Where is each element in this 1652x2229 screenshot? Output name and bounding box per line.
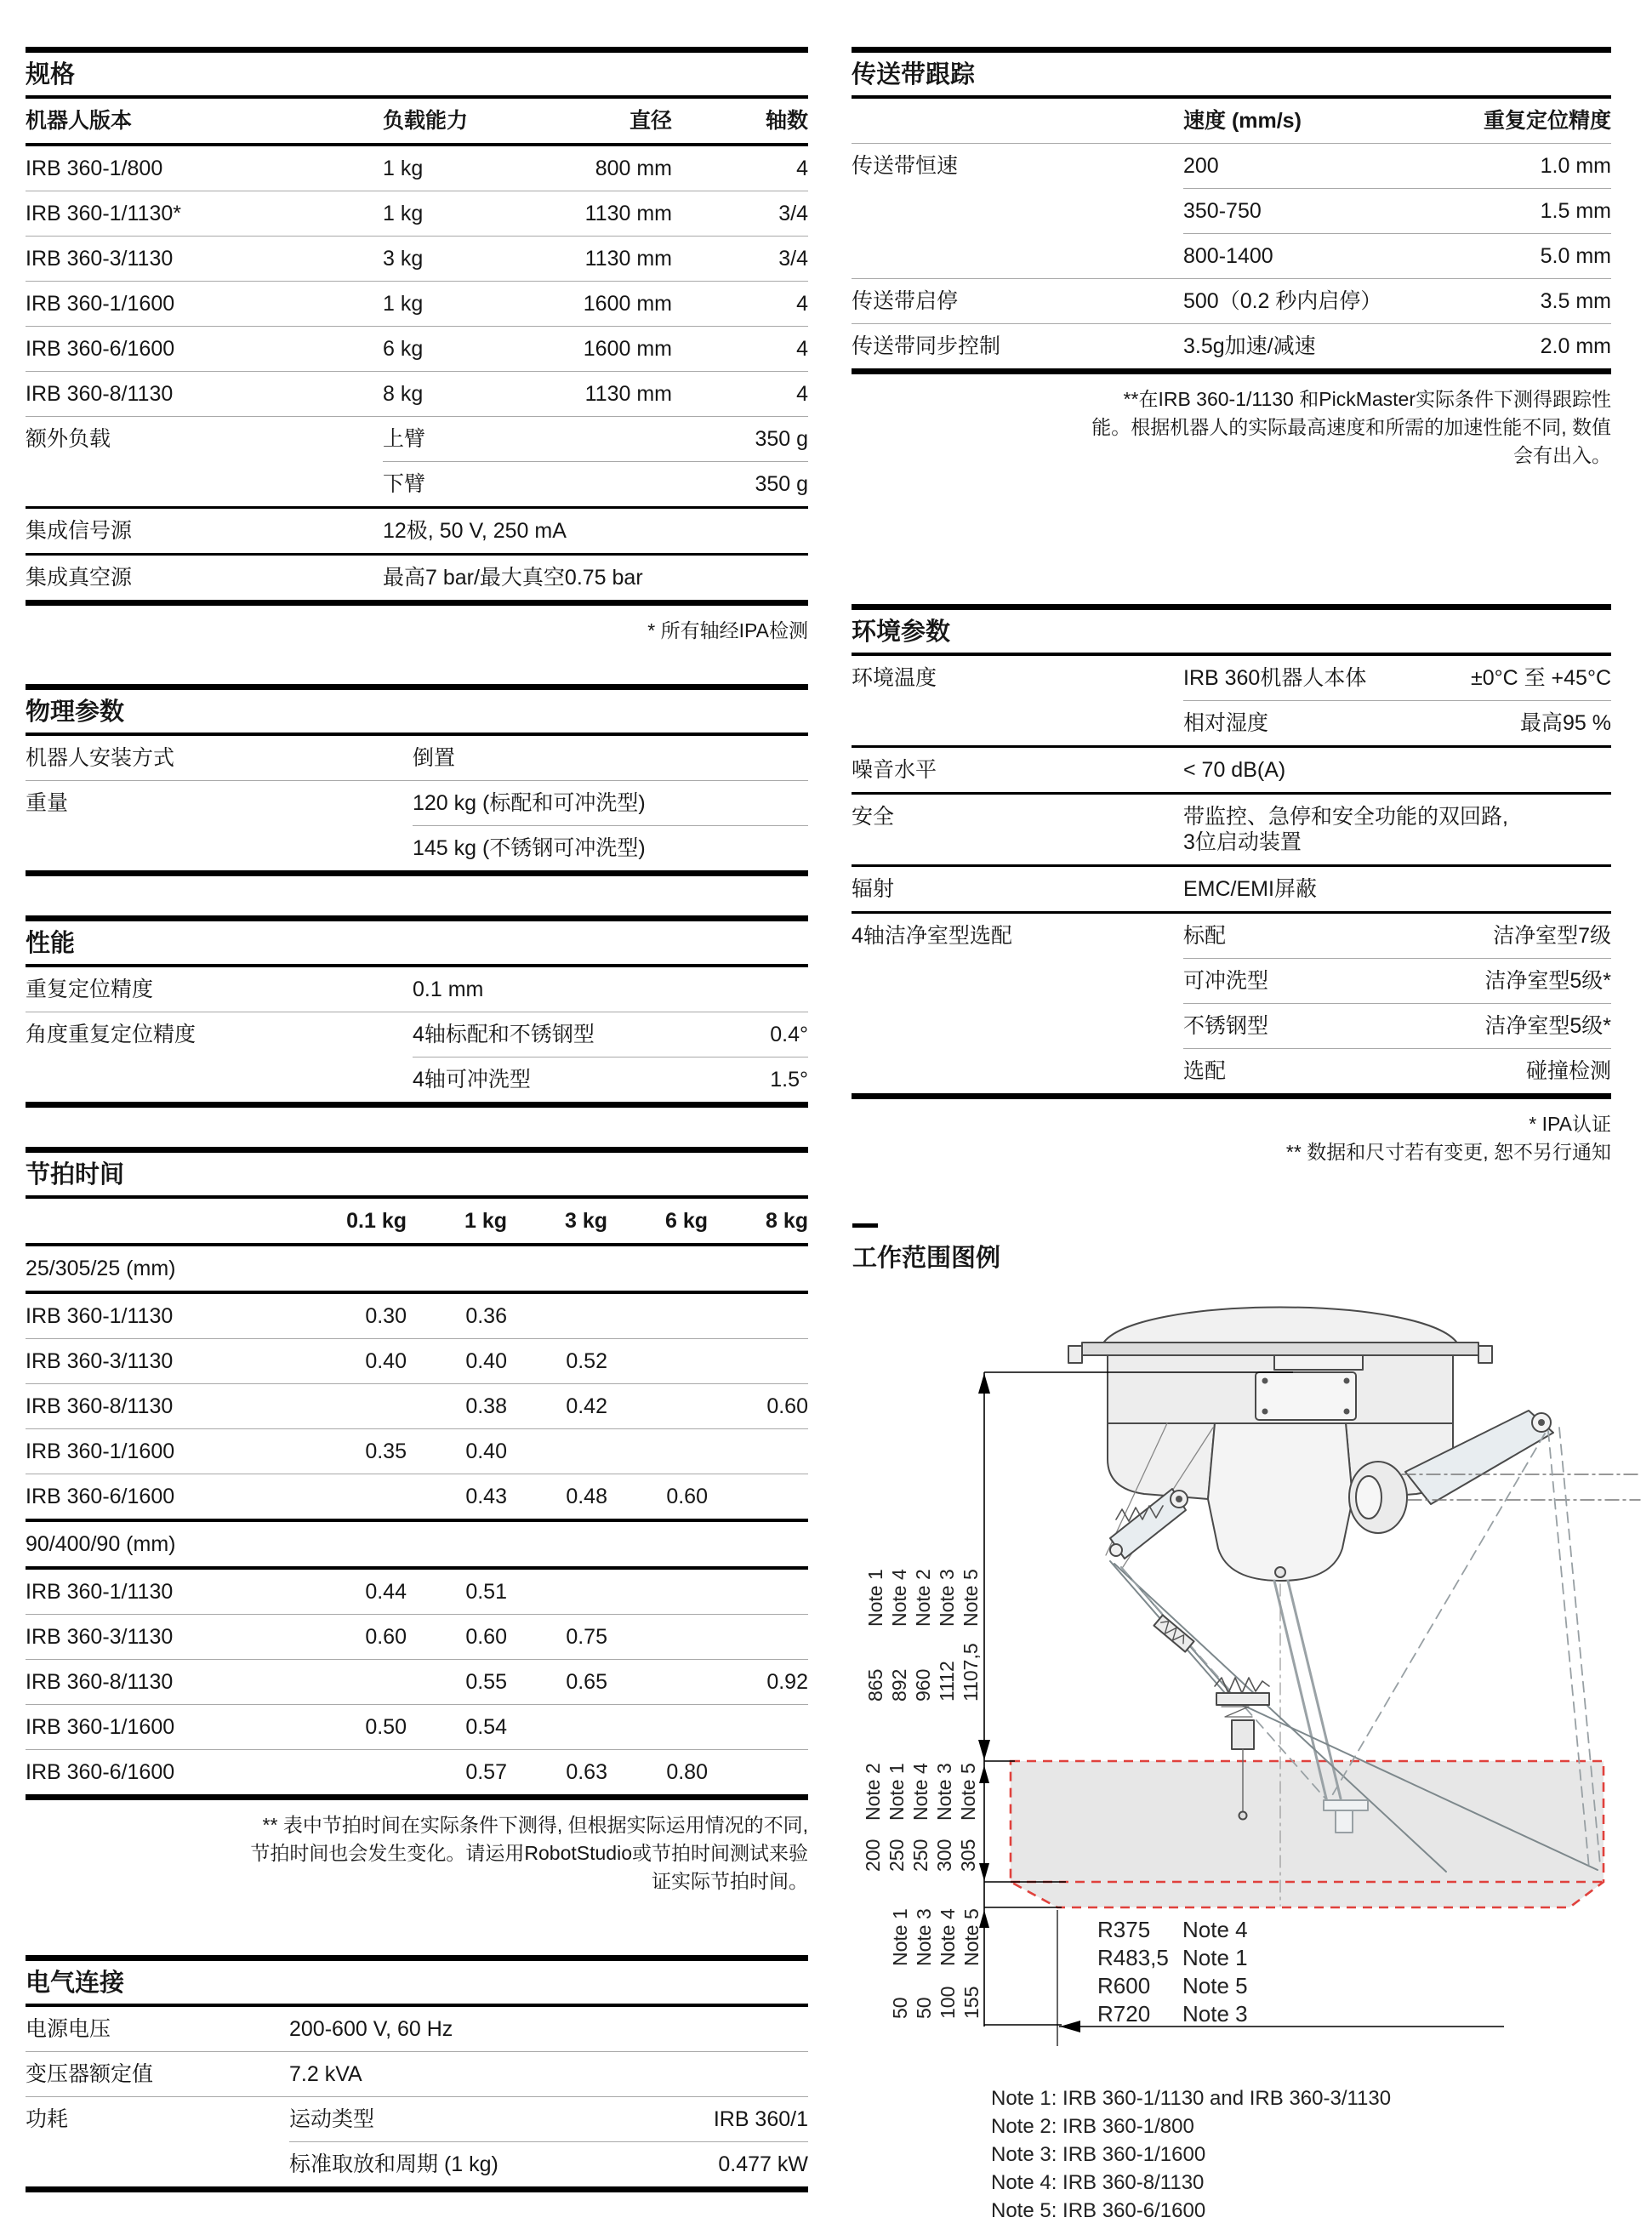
section-bottom-rule [26,2186,808,2192]
table-row [26,1474,808,1519]
cell: IRB 360-8/1130 [26,1670,174,1694]
cell: 0.80 [666,1760,708,1784]
cell: 1.5° [770,1068,808,1092]
work-envelope [1011,1761,1604,1907]
table-group-row [26,416,808,506]
cell: IRB 360-1/1130 [26,1304,174,1328]
table-row [26,326,808,371]
column-header: 直径 [629,109,672,133]
cell: 1600 mm [583,337,672,361]
footnote-line: 能。根据机器人的实际最高速度和所需的加速性能不同, 数值 [1091,416,1611,438]
lower-dimension-label: 50 Note 1 [889,1908,911,2019]
cell: 0.55 [465,1670,507,1694]
table-row [26,967,808,1012]
cell: 标配 [1183,924,1227,948]
cell: 下臂 [383,472,426,496]
cell: 0.60 [465,1625,507,1649]
section-performance [26,915,808,1108]
sub-rows [413,1012,808,1102]
cell: 4 [796,382,808,406]
section-top-rule [26,1955,808,1961]
section-top-rule [26,47,808,53]
section-title: 节拍时间 [26,1161,125,1189]
section-title: 物理参数 [26,698,125,726]
row-label: 传送带同步控制 [852,334,1001,358]
sub-row [1183,1003,1611,1048]
lower-dimension-label: 100 Note 4 [937,1908,959,2019]
cell: 0.54 [465,1715,507,1739]
cell: 0.40 [465,1349,507,1373]
cell: IRB 360/1 [713,2107,808,2131]
cell: 最高95 % [1520,711,1611,735]
cell: 标准取放和周期 (1 kg) [289,2152,498,2176]
diagram-title: 工作范围图例 [852,1245,1001,1272]
column-header: 6 kg [664,1209,708,1233]
table-group-row [852,656,1611,745]
height-dimension-label: 892 Note 4 [888,1569,910,1702]
cell: IRB 360-1/1130 [26,1580,174,1604]
row-label: 角度重复定位精度 [26,1023,197,1046]
cell: 350 g [755,427,808,451]
cell: 500（0.2 秒内启停） [1183,289,1382,313]
row-label: 额外负载 [26,427,111,451]
cell: 0.75 [566,1625,607,1649]
note-line: Note 4: IRB 360-8/1130 [991,2171,1205,2194]
footnote-line: ** 表中节拍时间在实际条件下测得, 但根据实际运用情况的不同, [262,1814,808,1836]
height-dimension-label: 865 Note 1 [864,1569,886,1702]
row-label: 安全 [852,805,895,829]
row-label: 重复定位精度 [26,978,154,1001]
cell: 0.60 [365,1625,407,1649]
table-row [26,553,808,600]
cell: 3 kg [383,247,424,271]
section-title: 电气连接 [26,1970,125,1997]
left-column [26,0,808,2192]
sub-rows [383,417,808,506]
sub-row [1183,914,1611,958]
cell: 运动类型 [289,2107,375,2131]
table-row [852,864,1611,911]
row-label: 功耗 [26,2107,69,2131]
group-label: 25/305/25 (mm) [26,1257,176,1280]
cell: 2.0 mm [1540,334,1611,358]
cell: IRB 360-1/1600 [26,1439,175,1463]
table-row [26,236,808,281]
section-bottom-rule [26,1102,808,1108]
cell: 1.0 mm [1540,154,1611,178]
section-bottom-rule [26,870,808,876]
row-label: 4轴洁净室型选配 [852,924,1012,948]
cell: 8 kg [383,382,424,406]
footnote: * 所有轴经IPA检测 [647,619,808,641]
cell: 5.0 mm [1540,244,1611,268]
cell: 碰撞检测 [1525,1059,1611,1083]
right-column [852,0,1611,1166]
table-header-row [852,99,1611,143]
cell: 0.36 [465,1304,507,1328]
table-row [26,1749,808,1794]
cell: IRB 360-1/1600 [26,292,175,316]
cell: 200-600 V, 60 Hz [289,2017,453,2041]
row-label: 机器人安装方式 [26,746,175,770]
cell: IRB 360-6/1600 [26,337,175,361]
sub-row [413,781,808,825]
table-group-row [852,911,1611,1093]
cells [1183,333,1611,359]
sub-row [383,417,808,461]
sub-row [289,2097,808,2141]
cell: 洁净室型5级* [1484,1014,1611,1038]
section-environment [852,604,1611,1099]
footnote-line: 节拍时间也会发生变化。请运用RobotStudio或节拍时间测试来验 [250,1842,808,1864]
cell: 120 kg (标配和可冲洗型) [413,791,646,815]
cell: 0.40 [365,1349,407,1373]
cell: 1130 mm [584,202,672,225]
footnote-line: **在IRB 360-1/1130 和PickMaster实际条件下测得跟踪性 [1123,388,1611,410]
cell: 350 g [755,472,808,496]
cell: IRB 360机器人本体 [1183,666,1367,690]
section-specifications [26,47,808,606]
sub-row [1183,144,1611,188]
table-row [26,2007,808,2051]
cell: 0.43 [465,1485,507,1508]
section-top-rule [852,604,1611,610]
cells [1183,288,1611,314]
depth-dimension-label: 250 Note 4 [909,1763,931,1872]
cell: 0.52 [566,1349,607,1373]
cell: 0.4° [770,1023,808,1046]
cell: IRB 360-1/800 [26,157,163,180]
table-group-row [852,143,1611,278]
cell: EMC/EMI屏蔽 [1183,877,1317,901]
row-label: 环境温度 [852,666,937,690]
row-label: 电源电压 [26,2017,111,2041]
depth-dimension-label: 250 Note 1 [886,1763,908,1872]
section-top-rule [852,47,1611,53]
cell: 0.92 [766,1670,808,1694]
section-title: 传送带跟踪 [852,61,976,88]
cell: 洁净室型5级* [1484,969,1611,993]
section-bottom-rule [26,600,808,606]
footnote [852,374,1611,470]
sub-row [1183,700,1611,745]
cell: 选配 [1183,1059,1227,1083]
footnote-line: ** 数据和尺寸若有变更, 恕不另行通知 [1285,1141,1611,1163]
note-line: Note 5: IRB 360-6/1600 [991,2199,1206,2222]
group-header [26,1246,808,1291]
depth-dimension-label: 305 Note 5 [957,1763,979,1872]
cell: 不锈钢型 [1183,1014,1269,1038]
section-title: 环境参数 [852,619,951,646]
sub-row [1183,958,1611,1003]
cell: 0.30 [365,1304,407,1328]
radius-label: R600 Note 5 [1097,1973,1248,1998]
section-cycle-time [26,1147,808,1800]
lower-dimension-label: 50 Note 3 [913,1908,935,2019]
footnote-line: 会有出入。 [1513,444,1611,466]
robot-drawing [851,1217,1652,2229]
sub-row [1183,188,1611,233]
cell: 1 kg [383,202,424,225]
cell: 倒置 [413,746,456,770]
cell: 1 kg [383,157,424,180]
row-label: 重量 [26,791,69,815]
section-electrical [26,1955,808,2192]
sub-rows [1183,656,1611,745]
cell: 12极, 50 V, 250 mA [383,519,567,543]
sub-row [289,2141,808,2186]
column-header: 1 kg [464,1209,507,1233]
cell: IRB 360-1/1130* [26,202,181,225]
section-top-rule [26,1147,808,1153]
dimension-arrows [978,1373,1080,2032]
height-dimension-label: 1107,5 Note 5 [960,1569,982,1702]
cell: 1130 mm [584,382,672,406]
section-conveyor-tracking [852,47,1611,374]
cell: 3.5g加速/减速 [1183,334,1316,358]
cell: 4 [796,337,808,361]
lower-dimension-label: 155 Note 5 [960,1908,983,2019]
sub-row [1183,1048,1611,1093]
cell: 4轴标配和不锈钢型 [413,1023,595,1046]
sub-rows [1183,914,1611,1093]
section-bottom-rule [852,368,1611,374]
section-bottom-rule [852,1093,1611,1099]
cell: 0.48 [566,1485,607,1508]
table-row [26,371,808,416]
cell: IRB 360-8/1130 [26,1394,174,1418]
cell: 可冲洗型 [1183,969,1269,993]
sub-row [413,825,808,870]
table-header-row [26,1199,808,1243]
row-label: 集成信号源 [26,519,133,543]
table-row [852,278,1611,323]
sub-row [1183,233,1611,278]
cell: 350-750 [1183,199,1262,223]
cell: 200 [1183,154,1219,178]
cell: 4 [796,292,808,316]
table-row [26,1294,808,1338]
cell: IRB 360-6/1600 [26,1485,175,1508]
cell: 0.57 [465,1760,507,1784]
cell: ±0°C 至 +45°C [1470,666,1611,690]
footnote [852,1099,1611,1166]
cell: 0.50 [365,1715,407,1739]
row-label: 集成真空源 [26,566,133,590]
column-header: 重复定位精度 [1483,109,1611,133]
cell: 800 mm [595,157,672,180]
footnote [26,1800,808,1896]
cell [1183,804,1611,855]
height-dimension-label: 1112 Note 3 [936,1569,958,1702]
table-group-row [26,780,808,870]
column-header: 3 kg [564,1209,607,1233]
sub-row [1183,656,1611,700]
table-row [26,1570,808,1614]
column-header: 0.1 kg [346,1209,407,1233]
column-header: 负载能力 [383,109,469,133]
section-physical [26,684,808,876]
radius-label: R720 Note 3 [1097,2001,1248,2027]
row-label: 传送带恒速 [852,154,959,178]
table-group-row [26,2096,808,2186]
cell: 1.5 mm [1540,199,1611,223]
sub-row [413,1012,808,1057]
table-row [852,323,1611,368]
cell: 145 kg (不锈钢可冲洗型) [413,836,646,860]
cell: 0.60 [666,1485,708,1508]
height-dimension-label: 960 Note 2 [912,1569,934,1702]
depth-dimension-label: 300 Note 3 [933,1763,955,1872]
note-line: Note 2: IRB 360-1/800 [991,2115,1194,2138]
cell: 1600 mm [583,292,672,316]
cell: IRB 360-8/1130 [26,382,174,406]
cell: 0.65 [566,1670,607,1694]
cell: 0.44 [365,1580,407,1604]
cell-line: 3位启动装置 [1183,830,1302,854]
table-row [852,792,1611,864]
note-line: Note 3: IRB 360-1/1600 [991,2143,1206,2166]
sub-rows [413,781,808,870]
radius-label: R375 Note 4 [1097,1917,1248,1942]
header-cells [1183,108,1611,134]
cell: 0.51 [465,1580,507,1604]
cell: 最高7 bar/最大真空0.75 bar [383,566,643,590]
work-range-diagram [851,1217,1652,2229]
cell: IRB 360-3/1130 [26,1349,174,1373]
section-title: 性能 [26,930,76,957]
cell: 6 kg [383,337,424,361]
table-row [26,146,808,191]
diagram-notes [991,2084,1391,2225]
column-header: 速度 (mm/s) [1183,109,1302,133]
cell: IRB 360-3/1130 [26,1625,174,1649]
cell: 0.63 [566,1760,607,1784]
cell: 3/4 [778,247,808,271]
section-top-rule [26,915,808,921]
table-row [26,191,808,236]
group-header [26,1522,808,1566]
section-top-rule [26,684,808,690]
table-row [852,745,1611,792]
sub-rows [1183,144,1611,278]
cell: IRB 360-3/1130 [26,247,174,271]
section-title: 规格 [26,61,76,88]
cell: 1130 mm [584,247,672,271]
cell: 0.35 [365,1439,407,1463]
row-label: 噪音水平 [852,758,937,782]
sub-row [413,1057,808,1102]
row-label: 辐射 [852,877,895,901]
column-header: 8 kg [765,1209,808,1233]
cell-line: 带监控、急停和安全功能的双回路, [1183,805,1508,829]
cell: 0.477 kW [718,2152,808,2176]
note-line: Note 1: IRB 360-1/1130 and IRB 360-3/1130 [991,2087,1392,2110]
footnote-line: 证实际节拍时间。 [652,1870,808,1892]
cell: 相对湿度 [1183,711,1269,735]
group-label: 90/400/90 (mm) [26,1532,176,1556]
cell: 7.2 kVA [289,2062,362,2086]
section-dash [852,1223,878,1228]
cell: 0.40 [465,1439,507,1463]
cell: 洁净室型7级 [1493,924,1611,948]
cell: IRB 360-1/1600 [26,1715,175,1739]
cell: 上臂 [383,427,426,451]
table-row [26,1383,808,1428]
row-label: 变压器额定值 [26,2062,154,2086]
table-row [26,1428,808,1474]
column-header: 轴数 [765,109,808,133]
cell: 3/4 [778,202,808,225]
cell: 0.1 mm [413,978,484,1001]
table-row [26,506,808,553]
footnote-line: * IPA认证 [1529,1113,1611,1135]
cell: 3.5 mm [1540,289,1611,313]
cell: 4轴可冲洗型 [413,1068,531,1092]
table-row [26,2051,808,2096]
table-row [26,1659,808,1704]
cell: < 70 dB(A) [1183,758,1286,782]
cell: 0.60 [766,1394,808,1418]
table-row [26,1614,808,1659]
table-group-row [26,1012,808,1102]
cell: 800-1400 [1183,244,1273,268]
depth-dimension-label: 200 Note 2 [862,1763,884,1872]
row-label: 传送带启停 [852,289,959,313]
table-row [26,736,808,780]
sub-rows [289,2097,808,2186]
cell: 4 [796,157,808,180]
table-row [26,1704,808,1749]
cell: IRB 360-6/1600 [26,1760,175,1784]
cell: 0.42 [566,1394,607,1418]
table-row [26,281,808,326]
sub-row [383,461,808,506]
column-header: 机器人版本 [26,109,133,133]
table-header-row [26,99,808,143]
cell: 1 kg [383,292,424,316]
radius-label: R483,5 Note 1 [1097,1945,1248,1970]
cell: 0.38 [465,1394,507,1418]
radius-label-list [1097,1916,1248,2028]
section-bottom-rule [26,1794,808,1800]
table-row [26,1338,808,1383]
